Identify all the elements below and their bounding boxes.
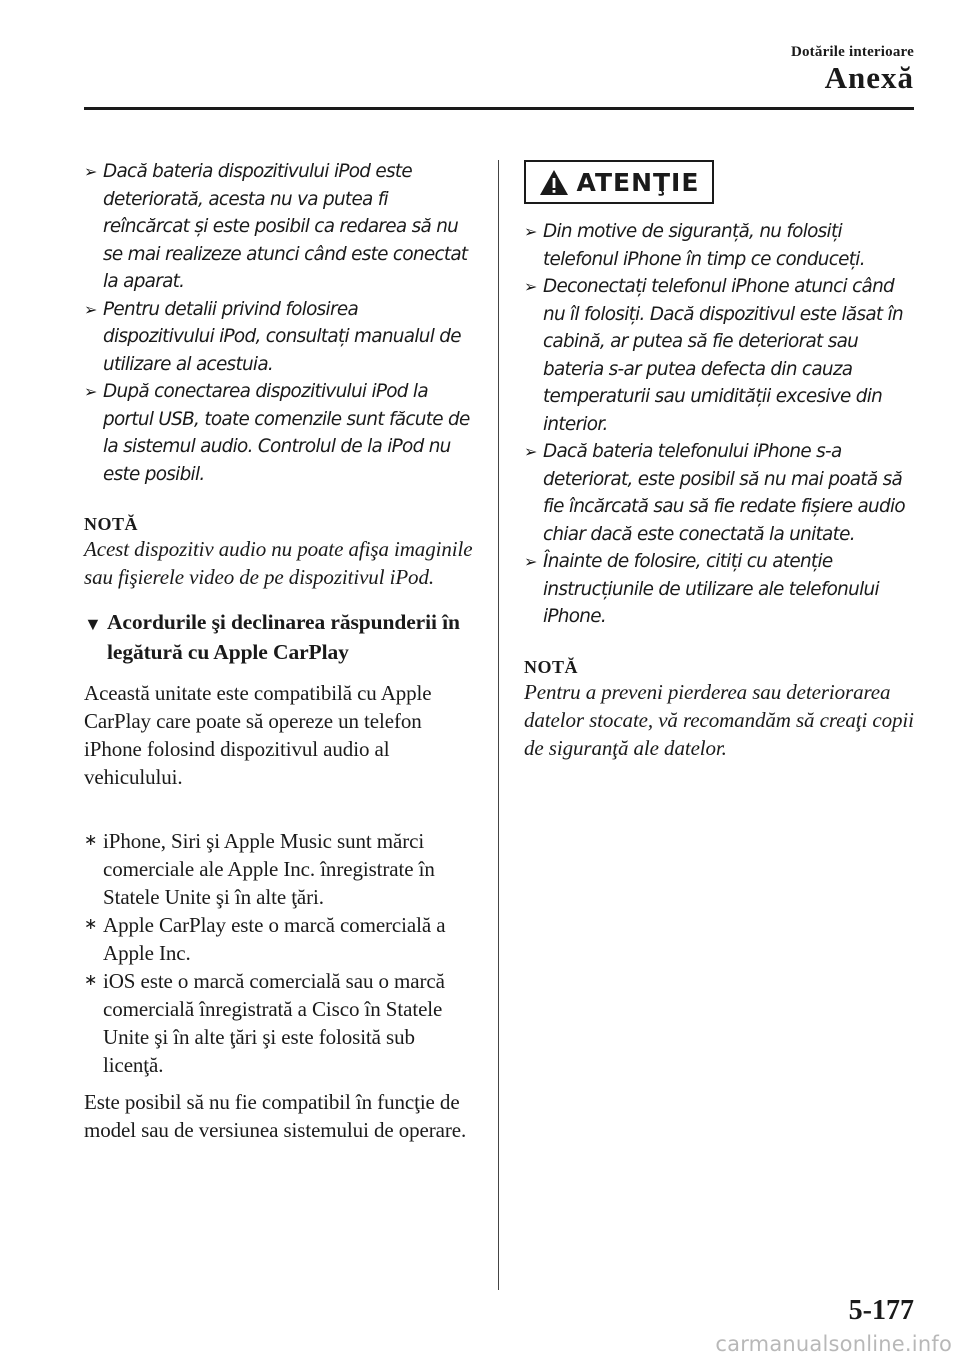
bullet-arrow-icon: ➢ [84, 162, 97, 181]
bullet-arrow-icon: ➢ [524, 552, 537, 571]
left-column [84, 158, 474, 1144]
column-divider [498, 160, 499, 1290]
note-text: Acest dispozitiv audio nu poate afişa imaginile sau fişierele video de pe dispozitivul iPod. [84, 537, 473, 589]
bullet-arrow-icon: ➢ [524, 277, 537, 296]
section-title [84, 607, 474, 667]
list-item [84, 911, 474, 967]
trademark-text: Apple CarPlay este o marcă comercială a Apple Inc. [103, 913, 446, 965]
bullet-text: Înainte de folosire, citiți cu atenție instrucțiunile de utilizare ale telefonului iPhone. [543, 551, 879, 627]
asterisk-icon: ∗ [84, 916, 98, 933]
bullet-arrow-icon: ➢ [84, 299, 97, 319]
section-title-text: Acordurile şi declinarea răspunderii în legătură cu Apple CarPlay [107, 610, 460, 664]
right-column [524, 160, 914, 762]
triangle-down-icon: ▼ [84, 614, 102, 634]
list-item [524, 218, 914, 273]
bullet-text: Dacă bateria telefonului iPhone s-a deteriorat, este posibil să nu mai poată să fie încărcată sau să fie redate fișiere audio chiar dacă este conectată la unitate. [543, 441, 905, 545]
bullet-arrow-icon: ➢ [84, 382, 97, 401]
list-item [524, 548, 914, 631]
bullet-arrow-icon: ➢ [524, 222, 537, 241]
warning-box [524, 160, 714, 204]
note-text: Pentru a preveni pierderea sau deteriorarea datelor stocate, vă recomandăm să creaţi copii de siguranţă ale datelor. [524, 679, 914, 760]
asterisk-icon: ∗ [84, 972, 98, 989]
list-item [84, 967, 474, 1079]
trademark-list [84, 827, 474, 1079]
list-item [84, 296, 474, 379]
trademark-text: iOS este o marcă comercială sau o marcă comercială înregistrată a Cisco în Statele Unite şi în alte ţări şi este folosită sub licenţă. [103, 969, 445, 1077]
watermark: carmanualsonline.info [715, 1332, 952, 1356]
note-heading: NOTĂ [84, 514, 139, 534]
warning-triangle-icon [539, 169, 569, 196]
ipod-bullet-list [84, 158, 474, 488]
iphone-bullet-list [524, 218, 914, 631]
bullet-text: Din motive de siguranță, nu folosiți telefonul iPhone în timp ce conduceți. [543, 221, 865, 270]
chapter-title: Anexă [824, 60, 914, 95]
asterisk-icon: ∗ [84, 832, 98, 849]
page-number: 5-177 [848, 1295, 914, 1326]
list-item [524, 438, 914, 548]
bullet-text: După conectarea dispozitivului iPod la portul USB, toate comenzile sunt făcute de la sistemul audio. Controlul de la iPod nu este posibil. [103, 381, 470, 485]
list-item [524, 273, 914, 438]
bullet-text: Pentru detalii privind folosirea dispozitivului iPod, consultați manualul de utilizare al acestuia. [103, 298, 461, 375]
bullet-arrow-icon: ➢ [524, 442, 537, 461]
list-item [84, 158, 474, 296]
list-item [84, 827, 474, 911]
note-heading: NOTĂ [524, 656, 579, 677]
header-rule [84, 107, 914, 110]
bullet-text: Dacă bateria dispozitivului iPod este deteriorată, acesta nu va putea fi reîncărcat și este posibil ca redarea să nu se mai realizeze atunci când este conectat la aparat. [103, 161, 468, 292]
list-item [84, 378, 474, 488]
carplay-intro: Această unitate este compatibilă cu Apple CarPlay care poate să opereze un telefon iPhone folosind dispozitivul audio al vehiculului. [84, 681, 432, 789]
compatibility-text: Este posibil să nu fie compatibil în funcţie de model sau de versiunea sistemului de operare. [84, 1090, 467, 1142]
section-header: Dotările interioare [790, 44, 914, 60]
bullet-text: Deconectați telefonul iPhone atunci când nu îl folosiți. Dacă dispozitivul este lăsat în cabină, ar putea să fie deteriorat sau bateria s-ar putea defecta din cauza temperaturii sau umidității excesive din interior. [543, 276, 903, 435]
trademark-text: iPhone, Siri şi Apple Music sunt mărci comerciale ale Apple Inc. înregistrate în Statele Unite şi în alte ţări. [103, 829, 435, 909]
warning-label: ATENŢIE [576, 167, 700, 197]
